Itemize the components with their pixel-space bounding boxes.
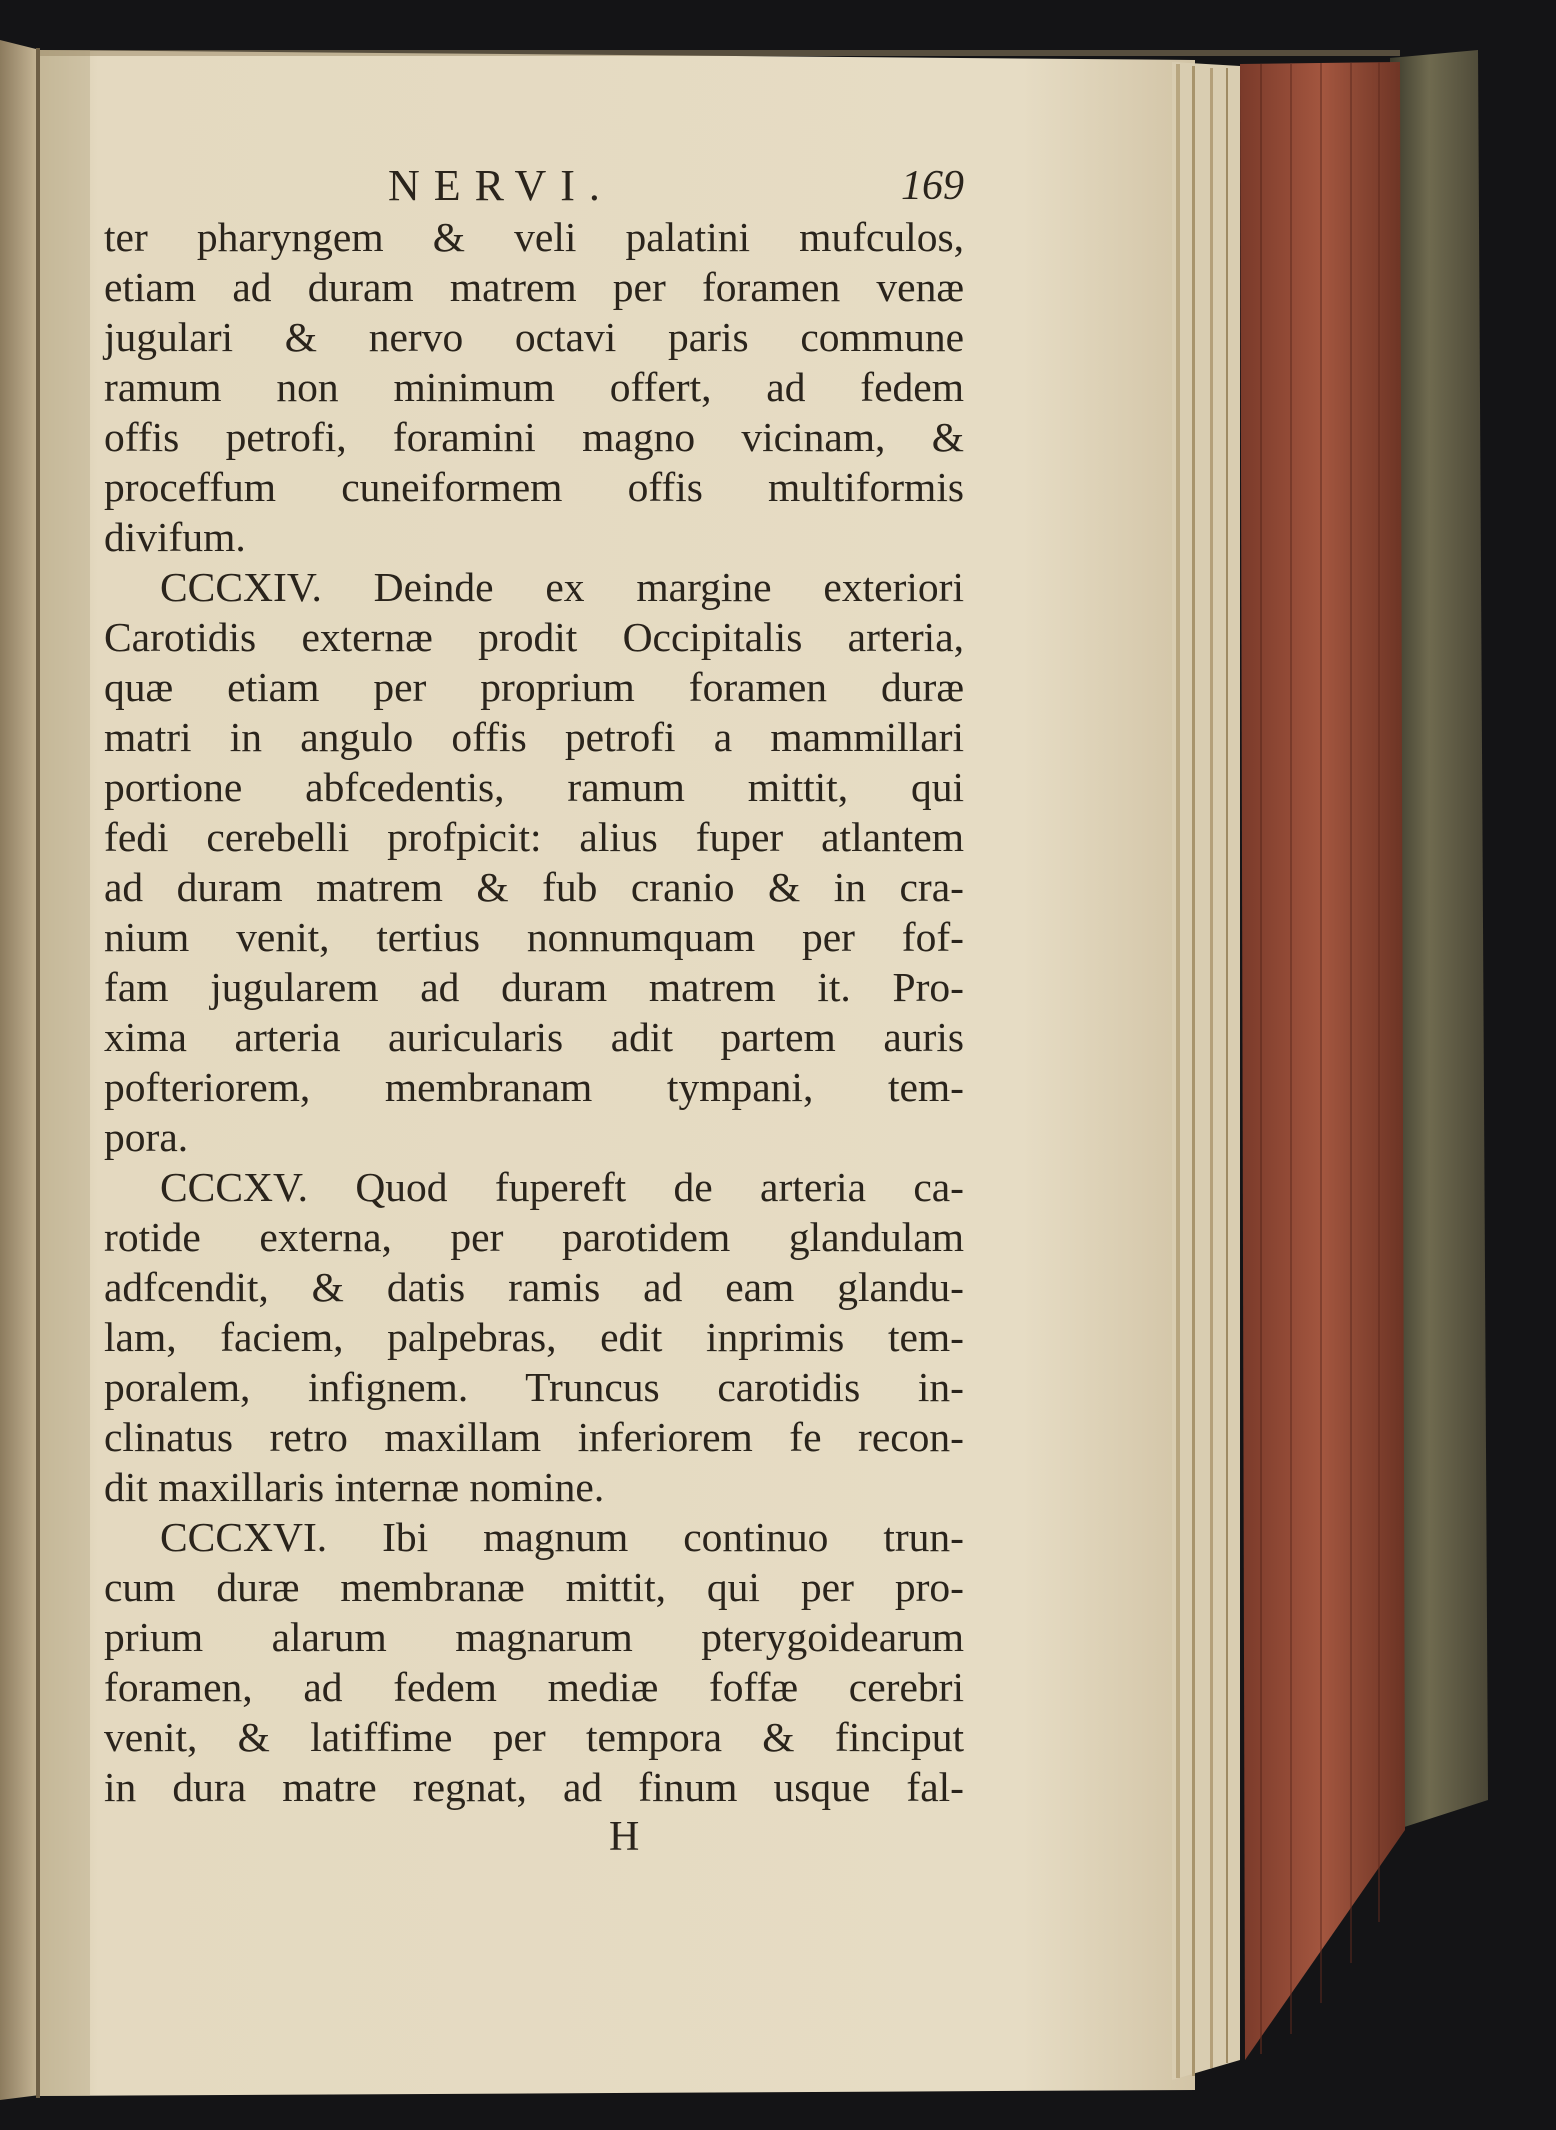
text-line: foramen, ad fedem mediæ foffæ cerebri: [104, 1664, 964, 1710]
text-line: nium venit, tertius nonnumquam per fof-: [104, 914, 964, 960]
text-line: fam jugularem ad duram matrem it. Pro-: [104, 964, 964, 1010]
section-heading-line: CCCXV. Quod fupereft de arteria ca-: [160, 1164, 964, 1210]
text-line: pofteriorem, membranam tympani, tem-: [104, 1064, 964, 1110]
running-head: [104, 160, 964, 212]
section-heading-line: CCCXIV. Deinde ex margine exteriori: [160, 564, 964, 610]
catchword: H: [609, 1814, 640, 1860]
text-line: portione abfcedentis, ramum mittit, qui: [104, 764, 964, 810]
text-line: cum duræ membranæ mittit, qui per pro-: [104, 1564, 964, 1610]
text-line: fedi cerebelli profpicit: alius fuper atlantem: [104, 814, 964, 860]
text-line: ter pharyngem & veli palatini mufculos,: [104, 214, 964, 260]
section-heading-line: CCCXVI. Ibi magnum continuo trun-: [160, 1514, 964, 1560]
text-line: jugulari & nervo octavi paris commune: [104, 314, 964, 360]
text-line: in dura matre regnat, ad finum usque fal-: [104, 1764, 964, 1810]
text-line: rotide externa, per parotidem glandulam: [104, 1214, 964, 1260]
text-line: pora.: [104, 1114, 189, 1160]
text-line: poralem, infignem. Truncus carotidis in-: [104, 1364, 964, 1410]
page-text-block: [104, 160, 964, 1862]
text-line: etiam ad duram matrem per foramen venæ: [104, 264, 964, 310]
text-line: adfcendit, & datis ramis ad eam glandu-: [104, 1264, 964, 1310]
text-line: ramum non minimum offert, ad fedem: [104, 364, 964, 410]
text-line: proceffum cuneiformem offis multiformis: [104, 464, 964, 510]
left-page-edge: [0, 40, 40, 2100]
text-line: xima arteria auricularis adit partem auris: [104, 1014, 964, 1060]
text-line: ad duram matrem & fub cranio & in cra-: [104, 864, 964, 910]
text-line: clinatus retro maxillam inferiorem fe recon-: [104, 1414, 964, 1460]
text-line: offis petrofi, foramini magno vicinam, &: [104, 414, 964, 460]
text-line: quæ etiam per proprium foramen duræ: [104, 664, 964, 710]
text-line: prium alarum magnarum pterygoidearum: [104, 1614, 964, 1660]
text-line: dit maxillaris internæ nomine.: [104, 1464, 605, 1510]
text-line: matri in angulo offis petrofi a mammillari: [104, 714, 964, 760]
text-line: venit, & latiffime per tempora & finciput: [104, 1714, 964, 1760]
text-line: lam, faciem, palpebras, edit inprimis tem-: [104, 1314, 964, 1360]
text-line: divifum.: [104, 514, 246, 560]
running-title: NERVI.: [388, 161, 614, 210]
page-number: 169: [901, 163, 964, 209]
text-line: Carotidis externæ prodit Occipitalis arteria,: [104, 614, 964, 660]
red-page-edges: [1240, 62, 1405, 2060]
book-cover: [1390, 50, 1488, 1830]
